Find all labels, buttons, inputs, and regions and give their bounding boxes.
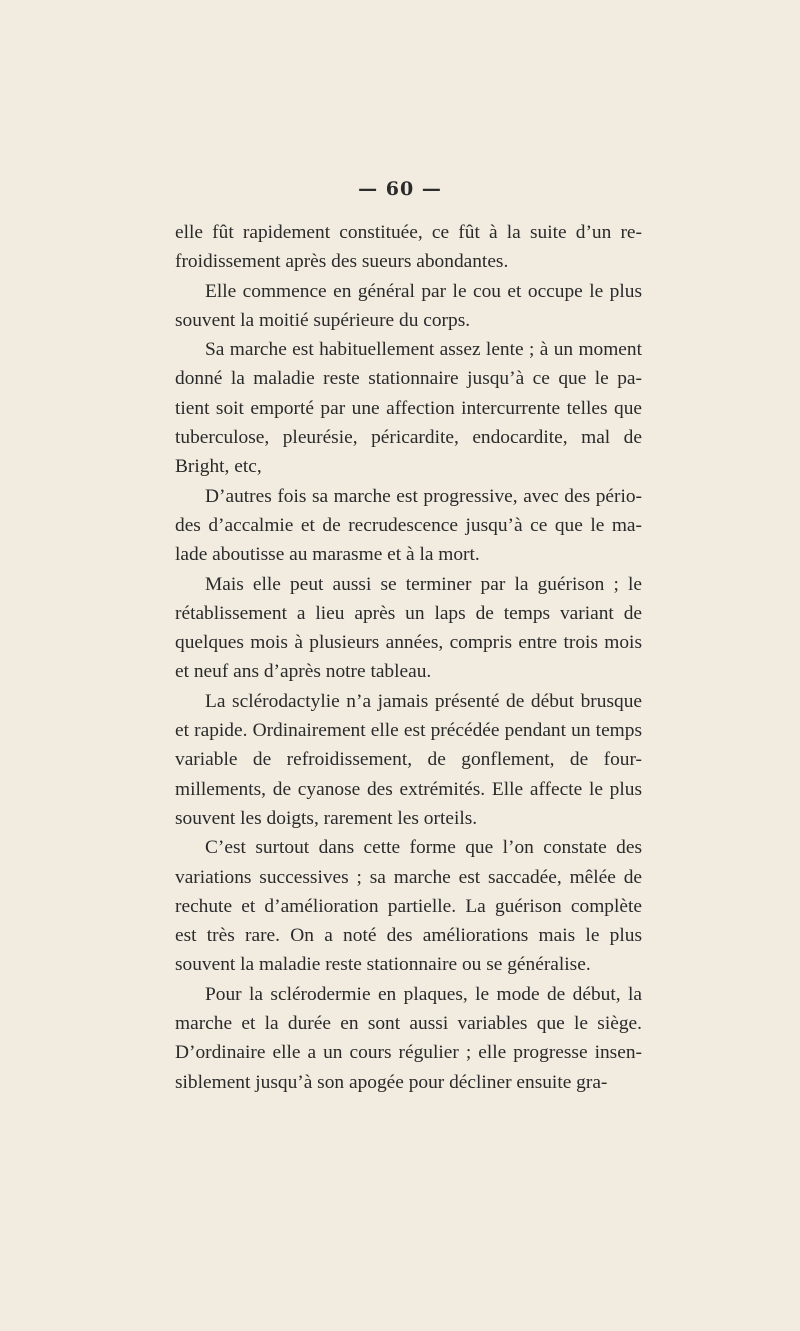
paragraph-4: D’autres fois sa marche est progressive, avec des pério-des d’accalmie et de recrudescence jusqu’à ce que le ma-lade aboutisse au marasme et à la mort. (175, 485, 642, 566)
paragraph-1: elle fût rapidement constituée, ce fût à la suite d’un re-froidissement après des sueurs abondantes. (175, 222, 642, 273)
page-number: — 60 — (358, 178, 442, 200)
body-text (175, 218, 642, 1097)
paragraph-3: Sa marche est habituellement assez lente ; à un moment donné la maladie reste stationnaire jusqu’à ce que le pa-tient soit emporté par une affection intercurrente telles que tuberculose, pleurésie, péricardite, endocardite, mal de Bright, etc, (175, 339, 642, 478)
paragraph-7: C’est surtout dans cette forme que l’on constate des variations successives ; sa marche est saccadée, mêlée de rechute et d’amélioration partielle. La guérison complète est très rare. On a noté des améliorations mais le plus souvent la maladie reste stationnaire ou se généralise. (175, 837, 642, 976)
paragraph-8: Pour la sclérodermie en plaques, le mode de début, la marche et la durée en sont aussi variables que le siège. D’ordinaire elle a un cours régulier ; elle progresse insen-siblement jusqu’à son apogée pour décliner ensuite gra- (175, 983, 642, 1093)
paragraph-6: La sclérodactylie n’a jamais présenté de début brusque et rapide. Ordinairement elle est précédée pendant un temps variable de refroidissement, de gonflement, de four-millements, de cyanose des extrémités. Elle affecte le plus souvent les doigts, rarement les orteils. (175, 690, 642, 829)
paragraph-2: Elle commence en général par le cou et occupe le plus souvent la moitié supérieure du corps. (175, 280, 642, 331)
paragraph-5: Mais elle peut aussi se terminer par la guérison ; le rétablissement a lieu après un laps de temps variant de quelques mois à plusieurs années, compris entre trois mois et neuf ans d’après notre tableau. (175, 573, 642, 683)
